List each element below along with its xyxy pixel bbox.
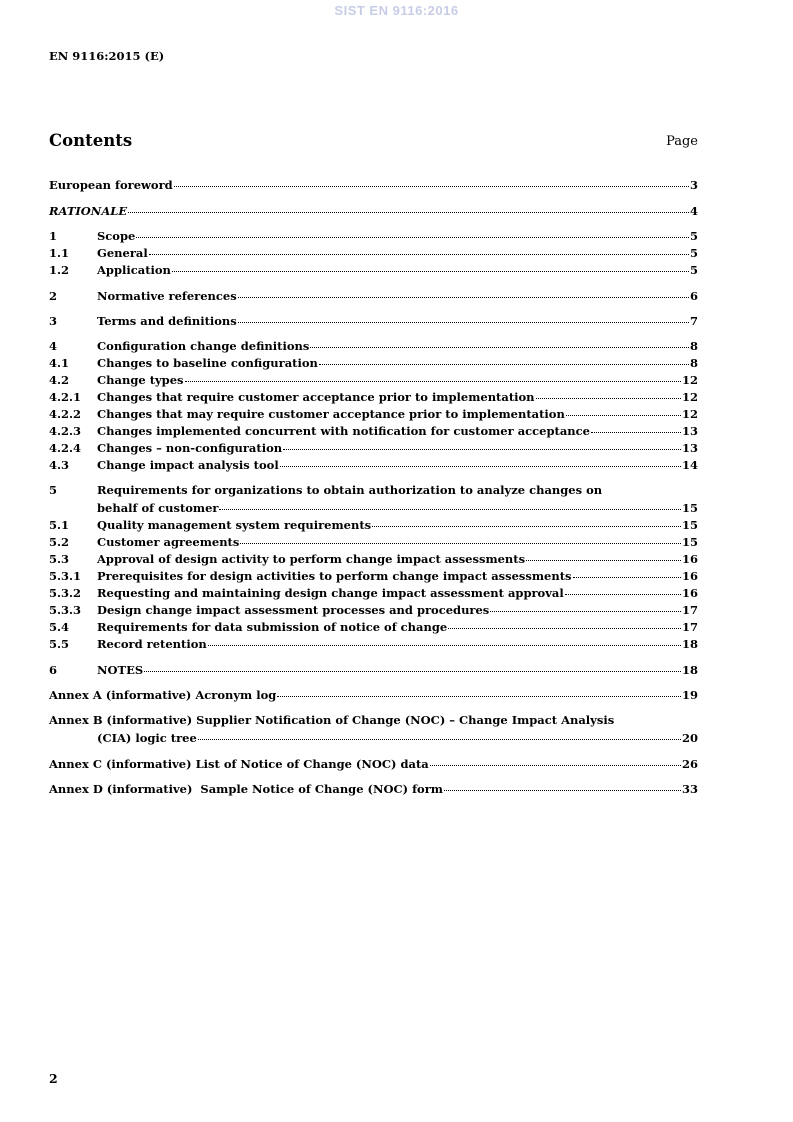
toc-entry-page: 8 [689,339,698,353]
toc-leader [310,335,689,348]
toc-entry-title-line1: Requirements for organizations to obtain authorization to analyze changes on [97,483,603,497]
toc-leader [372,514,681,527]
toc-entry-page: 17 [681,603,698,617]
page-number: 2 [49,1071,58,1086]
toc-entry-title: Changes – non-configuration [97,441,283,455]
toc-entry-european-foreword[interactable] [49,176,698,193]
toc-entry-title: Approval of design activity to perform change impact assessments [97,552,526,566]
toc-entry-page: 13 [681,424,698,438]
toc-entry-number: 4.2 [49,373,70,387]
toc-entry-title: Scope [97,229,136,243]
toc-leader [136,225,689,238]
toc-entry-page: 16 [681,569,698,583]
toc-entry-rationale[interactable] [49,202,698,219]
toc-leader [280,454,681,467]
toc-entry-title: Annex A (informative) Acronym log [49,688,277,702]
toc-entry-continuation [97,729,698,746]
toc-entry-number: 1.1 [49,246,70,260]
toc-entry-page: 16 [681,552,698,566]
toc-entry-title: Customer agreements [97,535,240,549]
toc-entry-title: RATIONALE [49,204,128,218]
toc-leader [277,684,681,697]
toc-entry-page: 20 [681,731,698,745]
toc-entry-title-line2: behalf of customer [97,501,219,515]
toc-entry-number: 5.5 [49,637,70,651]
toc-entry-number: 5.1 [49,518,70,532]
toc-leader [240,531,681,544]
toc-leader [444,778,681,791]
toc-leader [172,259,689,272]
toc-leader [238,285,689,298]
toc-entry-page: 12 [681,390,698,404]
toc-entry-title: Record retention [97,637,207,651]
toc-entry-page: 18 [681,663,698,677]
toc-leader [144,659,681,672]
toc-entry-number: 5.3.2 [49,586,82,600]
toc-entry-page: 5 [689,229,698,243]
toc-entry-annex-a[interactable] [49,686,698,703]
toc-entry-number: 4.2.1 [49,390,82,404]
toc-entry-number: 4.2.4 [49,441,82,455]
document-id: EN 9116:2015 (E) [49,49,165,63]
toc-entry-page: 18 [681,637,698,651]
toc-leader [208,633,681,646]
toc-entry-annex-c[interactable] [49,755,698,772]
toc-leader [219,497,681,510]
toc-entry-number: 6 [49,663,58,677]
toc-entry-page: 5 [689,246,698,260]
toc-entry-page: 26 [681,757,698,771]
toc-entry-annex-d[interactable] [49,780,698,797]
toc-leader [565,582,681,595]
toc-entry-title: Change impact analysis tool [97,458,279,472]
toc-entry-title: Requirements for data submission of notice of change [97,620,448,634]
toc-entry-page: 16 [681,586,698,600]
toc-entry-title: Normative references [97,289,237,303]
toc-entry-page: 15 [681,501,698,515]
toc-entry-title: Annex C (informative) List of Notice of Change (NOC) data [49,757,429,771]
toc-entry-number: 4.1 [49,356,70,370]
toc-entry-page: 33 [681,782,698,796]
toc-leader [174,174,689,187]
toc-entry-page: 15 [681,518,698,532]
toc-entry-title: Terms and definitions [97,314,237,328]
toc-entry-number: 1 [49,229,58,243]
toc-entry-title: NOTES [97,663,144,677]
toc-leader [238,310,689,323]
toc-leader [149,242,689,255]
toc-entry-page: 8 [689,356,698,370]
toc-entry-title: Application [97,263,171,277]
toc-entry-number: 5.3.1 [49,569,82,583]
toc-entry-page: 15 [681,535,698,549]
toc-entry-title-line1: Annex B (informative) Supplier Notification of Change (NOC) – Change Impact Analysis [49,713,615,727]
toc-entry-title: Changes that may require customer acceptance prior to implementation [97,407,565,421]
toc-leader [566,403,681,416]
toc-leader [536,386,681,399]
toc-entry-number: 2 [49,289,58,303]
toc-leader [591,420,681,433]
toc-leader [526,548,681,561]
contents-heading: Contents [49,131,133,150]
toc-entry-title-line2: (CIA) logic tree [97,731,197,745]
toc-leader [185,369,681,382]
toc-entry-number: 5.2 [49,535,70,549]
toc-entry-number: 3 [49,314,58,328]
toc-entry-number: 5.3 [49,552,70,566]
toc-entry-title: European foreword [49,178,173,192]
toc-entry-title: Changes that require customer acceptance prior to implementation [97,390,535,404]
toc-entry-1-2[interactable] [49,261,698,278]
toc-entry-page: 14 [681,458,698,472]
toc-entry-page: 13 [681,441,698,455]
toc-entry-title: Changes implemented concurrent with notification for customer acceptance [97,424,590,438]
watermark: SIST EN 9116:2016 [334,3,459,18]
toc-entry-title: Changes to baseline configuration [97,356,318,370]
toc-entry-6[interactable] [49,661,698,678]
toc-entry-page: 12 [681,373,698,387]
toc-entry-title: Configuration change definitions [97,339,310,353]
page-column-label: Page [666,134,698,149]
toc-entry-page: 3 [689,178,698,192]
toc-leader [490,599,681,612]
toc-entry-title: Annex D (informative) Sample Notice of Change (NOC) form [49,782,443,796]
toc-entry-4-3[interactable] [49,456,698,473]
toc-leader [448,616,681,629]
toc-entry-number: 4.2.2 [49,407,82,421]
toc-entry-title: Change types [97,373,184,387]
toc-entry-number: 5.4 [49,620,70,634]
toc-entry-number: 4.3 [49,458,70,472]
toc-entry-title: General [97,246,148,260]
toc-leader [573,565,681,578]
toc-leader [198,727,681,740]
toc-leader [319,352,689,365]
toc-entry-page: 7 [689,314,698,328]
toc-entry-number: 4.2.3 [49,424,82,438]
toc-entry-page: 5 [689,263,698,277]
toc-entry-number: 4 [49,339,58,353]
toc-entry-title: Requesting and maintaining design change impact assessment approval [97,586,564,600]
toc-entry-title: Prerequisites for design activities to perform change impact assessments [97,569,572,583]
toc-entry-2[interactable] [49,287,698,304]
toc-entry-page: 6 [689,289,698,303]
toc-entry-number: 5.3.3 [49,603,82,617]
toc-entry-page: 4 [689,204,698,218]
toc-leader [128,200,689,213]
toc-entry-page: 17 [681,620,698,634]
toc-entry-title: Quality management system requirements [97,518,372,532]
toc-entry-number: 1.2 [49,263,70,277]
toc-leader [283,437,681,450]
toc-leader [430,753,681,766]
toc-entry-title: Design change impact assessment processes and procedures [97,603,490,617]
toc-entry-page: 12 [681,407,698,421]
toc-entry-3[interactable] [49,312,698,329]
toc-entry-page: 19 [681,688,698,702]
toc-entry-number: 5 [49,483,58,497]
toc-entry-5-5[interactable] [49,635,698,652]
